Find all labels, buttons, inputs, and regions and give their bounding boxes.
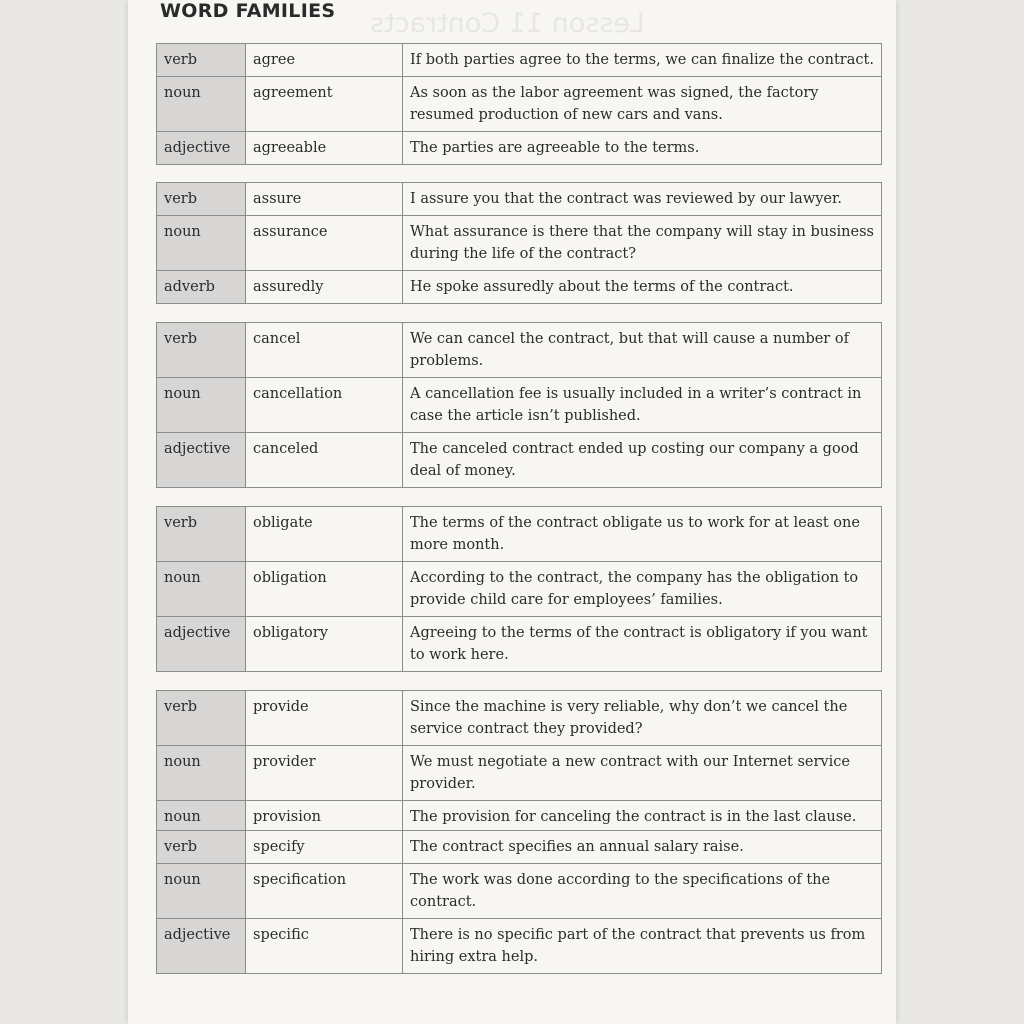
table-row	[157, 801, 882, 834]
example-sentence: What assurance is there that the company will stay in business during the life of the contract?	[403, 216, 882, 271]
part-of-speech: verb	[157, 183, 246, 216]
word: cancellation	[246, 378, 403, 433]
word: specific	[246, 919, 403, 974]
example-sentence: The terms of the contract obligate us to work for at least one more month.	[403, 507, 882, 562]
part-of-speech: noun	[157, 746, 246, 801]
part-of-speech: noun	[157, 77, 246, 132]
part-of-speech: noun	[157, 216, 246, 271]
word: cancel	[246, 323, 403, 378]
part-of-speech: verb	[157, 691, 246, 746]
example-sentence: We must negotiate a new contract with our Internet service provider.	[403, 746, 882, 801]
example-sentence: I assure you that the contract was reviewed by our lawyer.	[403, 183, 882, 216]
example-sentence: If both parties agree to the terms, we can finalize the contract.	[403, 44, 882, 77]
word-family-table	[156, 43, 882, 165]
part-of-speech: noun	[157, 562, 246, 617]
table-row	[157, 433, 882, 488]
word: specify	[246, 831, 403, 864]
word: obligatory	[246, 617, 403, 672]
part-of-speech: verb	[157, 323, 246, 378]
word: agreement	[246, 77, 403, 132]
example-sentence: Agreeing to the terms of the contract is obligatory if you want to work here.	[403, 617, 882, 672]
word: assurance	[246, 216, 403, 271]
word-family-table	[156, 690, 882, 834]
example-sentence: There is no specific part of the contract that prevents us from hiring extra help.	[403, 919, 882, 974]
example-sentence: He spoke assuredly about the terms of the contract.	[403, 271, 882, 304]
table-row	[157, 617, 882, 672]
part-of-speech: noun	[157, 864, 246, 919]
word: obligation	[246, 562, 403, 617]
part-of-speech: adjective	[157, 919, 246, 974]
table-row	[157, 507, 882, 562]
example-sentence: We can cancel the contract, but that will cause a number of problems.	[403, 323, 882, 378]
example-sentence: Since the machine is very reliable, why don’t we cancel the service contract they provided?	[403, 691, 882, 746]
table-row	[157, 183, 882, 216]
page-title: WORD FAMILIES	[160, 0, 336, 22]
part-of-speech: adjective	[157, 132, 246, 165]
part-of-speech: adverb	[157, 271, 246, 304]
part-of-speech: noun	[157, 378, 246, 433]
table-row	[157, 746, 882, 801]
example-sentence: A cancellation fee is usually included in a writer’s contract in case the article isn’t published.	[403, 378, 882, 433]
table-row	[157, 864, 882, 919]
table-row	[157, 562, 882, 617]
table-row	[157, 77, 882, 132]
part-of-speech: adjective	[157, 617, 246, 672]
table-row	[157, 919, 882, 974]
word: agreeable	[246, 132, 403, 165]
word: assure	[246, 183, 403, 216]
table-row	[157, 216, 882, 271]
word-family-table	[156, 182, 882, 304]
example-sentence: The parties are agreeable to the terms.	[403, 132, 882, 165]
example-sentence: The work was done according to the specifications of the contract.	[403, 864, 882, 919]
word: agree	[246, 44, 403, 77]
table-row	[157, 691, 882, 746]
part-of-speech: verb	[157, 831, 246, 864]
table-row	[157, 132, 882, 165]
word: provider	[246, 746, 403, 801]
part-of-speech: verb	[157, 44, 246, 77]
word: obligate	[246, 507, 403, 562]
table-row	[157, 271, 882, 304]
example-sentence: The provision for canceling the contract is in the last clause.	[403, 801, 882, 834]
part-of-speech: noun	[157, 801, 246, 834]
word: canceled	[246, 433, 403, 488]
word-family-table	[156, 322, 882, 488]
part-of-speech: adjective	[157, 433, 246, 488]
example-sentence: As soon as the labor agreement was signed, the factory resumed production of new cars and vans.	[403, 77, 882, 132]
word: specification	[246, 864, 403, 919]
table-row	[157, 831, 882, 864]
example-sentence: The canceled contract ended up costing our company a good deal of money.	[403, 433, 882, 488]
word: provide	[246, 691, 403, 746]
part-of-speech: verb	[157, 507, 246, 562]
word-family-table	[156, 830, 882, 974]
table-row	[157, 44, 882, 77]
table-row	[157, 323, 882, 378]
word: provision	[246, 801, 403, 834]
word: assuredly	[246, 271, 403, 304]
example-sentence: The contract specifies an annual salary raise.	[403, 831, 882, 864]
table-row	[157, 378, 882, 433]
example-sentence: According to the contract, the company has the obligation to provide child care for employees’ families.	[403, 562, 882, 617]
bleed-through-text: Lesson 11 Contracts	[370, 8, 645, 39]
word-family-table	[156, 506, 882, 672]
